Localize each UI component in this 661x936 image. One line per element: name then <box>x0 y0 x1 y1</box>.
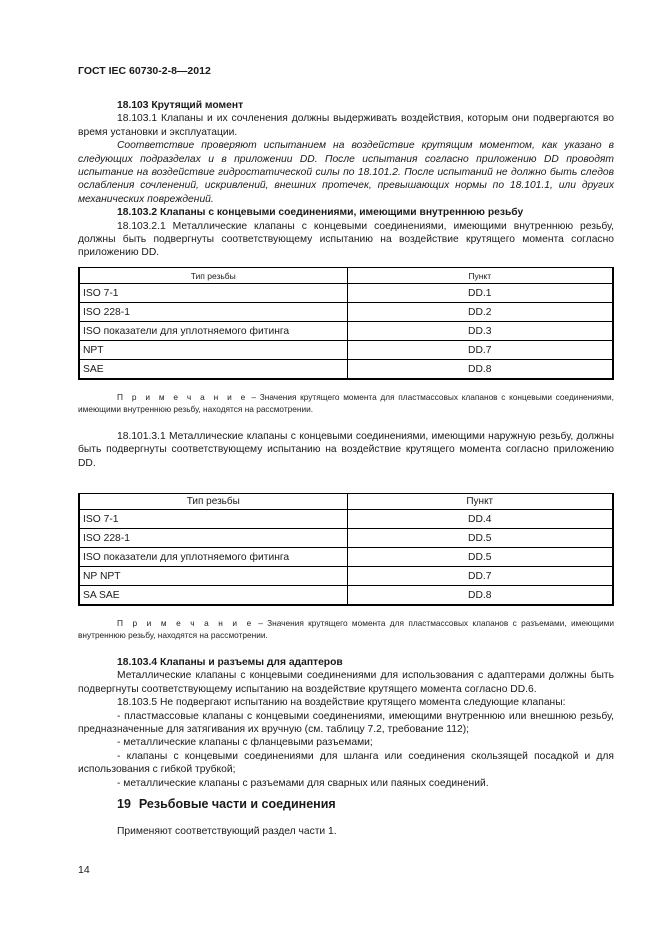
cell-thread-type: NPT <box>79 341 347 360</box>
table-row <box>79 510 613 529</box>
cell-thread-type: ISO 228-1 <box>79 529 347 548</box>
list-item: - металлические клапаны с разъемами для сварных или паяных соединений. <box>117 777 489 789</box>
cell-clause: DD.7 <box>347 567 613 586</box>
cell-thread-type: ISO 228-1 <box>79 303 347 322</box>
note-text: – Значения крутящего момента для пластмассовых клапанов с концевыми соединениями, имеющими внутреннюю резьбу, находятся на рассмотрении. <box>78 392 614 414</box>
section-18-103-4 <box>78 656 614 790</box>
cell-clause: DD.8 <box>347 586 613 606</box>
paragraph-18-103-1: 18.103.1 Клапаны и их сочленения должны выдерживать воздействия, которым они подвергаются во время установки и эксплуатации. <box>78 113 614 138</box>
section-title: Резьбовые части и соединения <box>138 797 336 811</box>
cell-clause: DD.3 <box>347 322 613 341</box>
column-header-thread-type: Тип резьбы <box>79 494 347 510</box>
section-number: 19 <box>117 797 131 811</box>
table-row <box>79 529 613 548</box>
table-row <box>79 303 613 322</box>
section-19-text: Применяют соответствующий раздел части 1. <box>117 826 337 837</box>
table-header-row <box>79 268 613 284</box>
cell-clause: DD.7 <box>347 341 613 360</box>
column-header-clause: Пункт <box>347 494 613 510</box>
paragraph-adapters: Металлические клапаны с концевыми соединениями для использования с адаптерами должны быть подвергнуты соответствующему испытанию на воздействие крутящего момента согласно DD.6. <box>78 670 614 695</box>
thread-table-internal <box>78 267 614 380</box>
column-header-clause: Пункт <box>347 268 613 284</box>
note-text: – Значения крутящего момента для пластмассовых клапанов с разъемами, имеющими внутреннюю резьбу, находятся на рассмотрении. <box>78 618 614 640</box>
page-number: 14 <box>78 864 90 876</box>
cell-clause: DD.4 <box>347 510 613 529</box>
cell-thread-type: ISO 7-1 <box>79 284 347 303</box>
cell-thread-type: ISO показатели для уплотняемого фитинга <box>79 322 347 341</box>
heading-18-103-4: 18.103.4 Клапаны и разъемы для адаптеров <box>117 657 343 668</box>
cell-thread-type: ISO 7-1 <box>79 510 347 529</box>
paragraph-18-103-2-1: 18.103.2.1 Металлические клапаны с концевыми соединениями, имеющими внутреннюю резьбу, должны быть подвергнуты соответствующему испытанию на воздействие крутящего момента согласно приложению DD. <box>78 220 614 259</box>
table-row <box>79 341 613 360</box>
document-header: ГОСТ IEC 60730-2-8—2012 <box>78 65 211 77</box>
table-row <box>79 284 613 303</box>
note-2 <box>78 618 614 641</box>
section-18-103 <box>78 99 614 260</box>
note-1 <box>78 392 614 415</box>
table-row <box>79 548 613 567</box>
table-row <box>79 567 613 586</box>
cell-clause: DD.5 <box>347 548 613 567</box>
list-item: - металлические клапаны с фланцевыми разъемами; <box>117 737 373 749</box>
paragraph-18-103-5: 18.103.5 Не подвергают испытанию на воздействие крутящего момента следующие клапаны: <box>117 697 566 709</box>
cell-clause: DD.5 <box>347 529 613 548</box>
cell-clause: DD.8 <box>347 360 613 380</box>
paragraph-compliance: Соответствие проверяют испытанием на воздействие крутящим моментом, как указано в следующих подразделах и в приложении DD. После испытания согласно приложению DD проводят испытание на воздействие гидростатической силы по 18.101.2. После испытаний не должно быть следов ослабления сочленений, искривлений, внешних протечек, превышающих нормы по 18.101.1, или других механических повреждений. <box>78 140 614 205</box>
note-label: П р и м е ч а н и е <box>117 392 248 402</box>
paragraph-18-101-3-1: 18.101.3.1 Металлические клапаны с концевыми соединениями, имеющими наружную резьбу, должны быть подвергнуты соответствующему испытанию на воздействие крутящего момента согласно приложению DD. <box>78 431 614 469</box>
heading-18-103-2: 18.103.2 Клапаны с концевыми соединениями, имеющими внутреннюю резьбу <box>117 207 524 219</box>
thread-table-external <box>78 493 614 606</box>
cell-thread-type: ISO показатели для уплотняемого фитинга <box>79 548 347 567</box>
note-label: П р и м е ч а н и е <box>117 618 254 628</box>
table-row <box>79 322 613 341</box>
column-header-thread-type: Тип резьбы <box>79 268 347 284</box>
cell-thread-type: SA SAE <box>79 586 347 606</box>
list-item: - пластмассовые клапаны с концевыми соединениями, имеющими внутреннюю или внешнюю резьбу, предназначенные для затягивания их вручную (см. таблицу 7.2, требование 112); <box>78 710 614 736</box>
heading-18-103: 18.103 Крутящий момент <box>117 100 244 111</box>
list-item: - клапаны с концевыми соединениями для шланга или соединения скользящей посадкой и для использования с гибкой трубкой; <box>78 750 614 776</box>
section-18-101-3-1 <box>78 430 614 470</box>
heading-section-19 <box>117 797 336 811</box>
cell-clause: DD.1 <box>347 284 613 303</box>
table-row <box>79 586 613 606</box>
table-row <box>79 360 613 380</box>
cell-thread-type: SAE <box>79 360 347 380</box>
table-header-row <box>79 494 613 510</box>
cell-thread-type: NP NPT <box>79 567 347 586</box>
cell-clause: DD.2 <box>347 303 613 322</box>
